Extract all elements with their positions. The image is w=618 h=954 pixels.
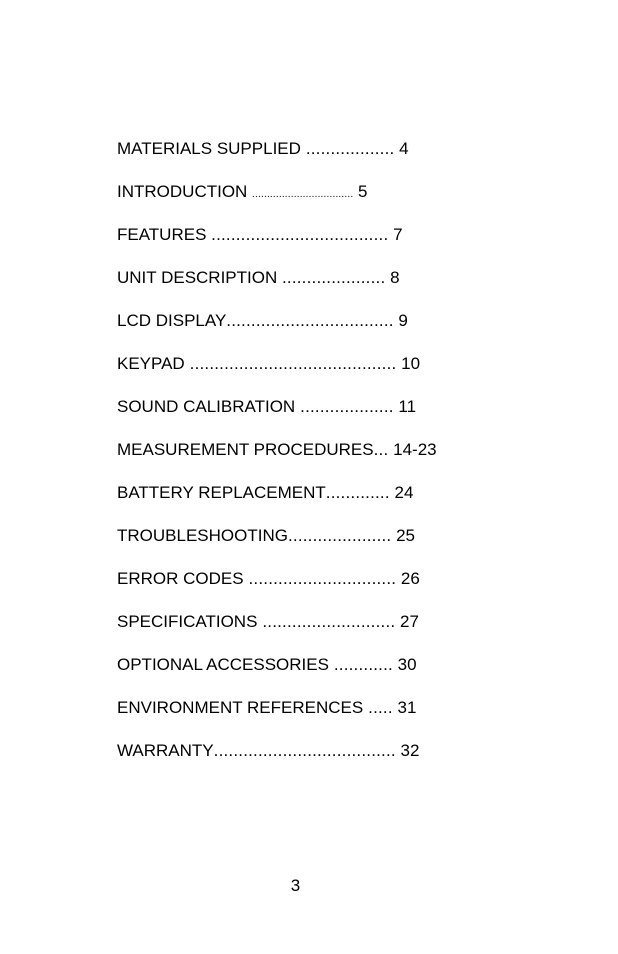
toc-entry-title: UNIT DESCRIPTION: [117, 268, 282, 287]
toc-entry-page: 4: [394, 139, 409, 158]
toc-entry: [117, 268, 517, 311]
toc-entry-leader: ...................: [295, 397, 394, 416]
toc-entry-page: 11: [393, 397, 417, 416]
toc-entry: [117, 569, 517, 612]
toc-entry-title: WARRANTY: [117, 741, 214, 760]
toc-entry-leader: .....................: [287, 526, 392, 545]
toc-entry-page: 32: [395, 741, 420, 760]
toc-entry-leader: ...........................: [257, 612, 396, 631]
toc-entry-page: 25: [391, 526, 415, 545]
toc-entry-page: 24: [389, 483, 414, 502]
toc-entry-leader: ..................................: [226, 311, 394, 330]
toc-entry-leader: ..........................................: [184, 354, 397, 373]
toc-entry: [117, 483, 517, 526]
toc-entry-page: 31: [392, 698, 417, 717]
toc-entry-page: 9: [393, 311, 408, 330]
toc-entry-title: MATERIALS SUPPLIED: [117, 139, 301, 158]
toc-entry: [117, 612, 517, 655]
toc-entry: [117, 741, 517, 784]
toc-entry-page: 14-23: [388, 440, 437, 459]
toc-entry-leader: .....................................: [213, 741, 396, 760]
toc-entry-page: 30: [392, 655, 417, 674]
toc-entry: [117, 311, 517, 354]
toc-entry: [117, 440, 517, 483]
toc-entry-title: BATTERY REPLACEMENT: [117, 483, 326, 502]
toc-entry-leader: ..................: [300, 139, 395, 158]
toc-entry: [117, 139, 517, 182]
toc-entry-title: ERROR CODES: [117, 569, 244, 588]
toc-entry: [117, 526, 517, 569]
toc-entry-title: OPTIONAL ACCESSORIES: [117, 655, 329, 674]
toc-entry-page: 27: [395, 612, 419, 631]
toc-entry-title: LCD DISPLAY: [117, 311, 227, 330]
toc-entry-title: FEATURES: [117, 225, 212, 244]
toc-entry-title: KEYPAD: [117, 354, 185, 373]
toc-entry-title: SOUND CALIBRATION: [117, 397, 296, 416]
toc-entry-leader: ....................................: [211, 225, 389, 244]
toc-entry-page: 8: [385, 268, 400, 287]
toc-entry: [117, 354, 517, 397]
toc-entry-page: 5: [353, 182, 368, 201]
toc-entry-page: 10: [396, 354, 421, 373]
toc-entry-title: TROUBLESHOOTING: [117, 526, 288, 545]
toc-entry-leader: ............: [328, 655, 393, 674]
toc-entry-page: 26: [396, 569, 420, 588]
toc-entry-title: SPECIFICATIONS: [117, 612, 258, 631]
table-of-contents: [117, 139, 517, 784]
toc-entry-leader: ...: [373, 440, 389, 459]
toc-entry: [117, 225, 517, 268]
toc-entry-page: 7: [388, 225, 403, 244]
toc-entry-title: INTRODUCTION: [117, 182, 253, 201]
toc-entry: [117, 397, 517, 440]
toc-entry-title: MEASUREMENT PROCEDURES: [117, 440, 374, 459]
toc-entry-title: ENVIRONMENT REFERENCES: [117, 698, 364, 717]
toc-entry-leader: .............: [325, 483, 390, 502]
toc-entry-leader: .....................: [281, 268, 386, 287]
toc-entry: [117, 182, 517, 225]
page-number: 3: [290, 876, 301, 895]
toc-entry: [117, 698, 517, 741]
toc-entry-leader: ..................................: [252, 189, 354, 200]
toc-entry: [117, 655, 517, 698]
toc-entry-leader: .....: [363, 698, 393, 717]
toc-entry-leader: ..............................: [243, 569, 397, 588]
